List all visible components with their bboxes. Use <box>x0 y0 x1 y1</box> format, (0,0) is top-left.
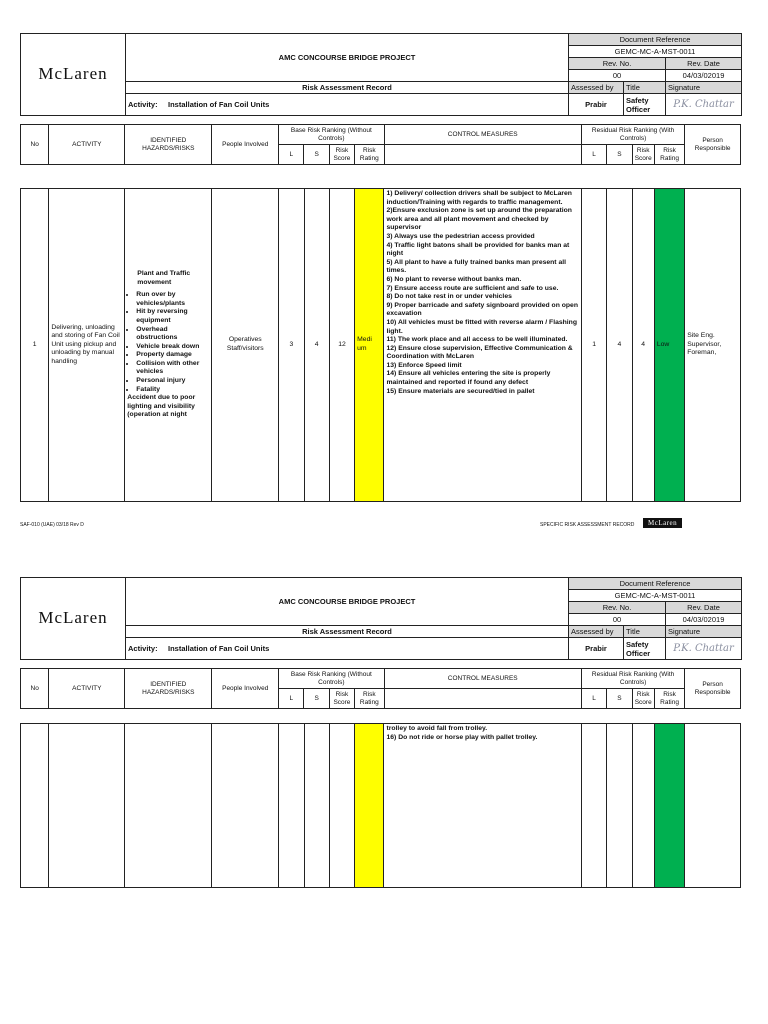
hazard-item: • Run over by vehicles/plants <box>136 291 209 308</box>
measure-item: trolley to avoid fall from trolley. <box>386 725 488 732</box>
table-row <box>21 724 741 888</box>
measure-item: 11) The work place and all access to be well illuminated. <box>386 336 568 344</box>
rev-no-value: 00 <box>569 70 666 82</box>
signature-cell <box>666 94 742 116</box>
hazard-item: • Fatality <box>136 386 209 395</box>
col-res-rating: Risk Rating <box>654 145 684 165</box>
base-score: 12 <box>329 189 354 502</box>
col-base-ranking: Base Risk Ranking (Without Controls) <box>279 669 384 689</box>
measure-item: 4) Traffic light batons shall be provided for banks man at night <box>386 241 570 258</box>
hazard-item: • Overhead obstructions <box>136 326 209 343</box>
doc-ref-label: Document Reference <box>569 34 742 46</box>
measure-item: 1) Delivery/ collection drivers shall be subject to McLaren induction/Training with regards to traffic management. <box>386 190 572 206</box>
activity-line <box>126 94 569 116</box>
assessed-by-label: Assessed by <box>569 82 624 94</box>
assessor-title: Safety Officer <box>624 638 666 660</box>
header-table <box>20 33 742 116</box>
col-base-rating: Risk Rating <box>355 689 384 709</box>
title-label: Title <box>624 626 666 638</box>
measure-item: 3) Always use the pedestrian access provided <box>386 232 535 240</box>
assessor-name: Prabir <box>569 94 624 116</box>
col-res-l: L <box>581 689 606 709</box>
base-score <box>329 724 354 888</box>
row-activity: Delivering, unloading and storing of Fan Coil Unit using pickup and unloading by manual handling <box>49 189 125 502</box>
record-title: Risk Assessment Record <box>126 626 569 638</box>
res-rating <box>654 724 684 888</box>
mclaren-logo: McLaren <box>38 607 108 627</box>
measure-item: 13) Enforce Speed limit <box>386 361 462 369</box>
measure-item: 5) All plant to have a fully trained banks man present all times. <box>386 258 567 275</box>
measure-item: 8) Do not take rest in or under vehicles <box>386 293 512 301</box>
base-rating: Medi um <box>355 189 384 502</box>
base-s: 4 <box>304 189 329 502</box>
risk-table <box>20 188 741 502</box>
res-score: 4 <box>632 189 654 502</box>
assessor-name: Prabir <box>569 638 624 660</box>
control-measures <box>384 189 581 502</box>
signature-label: Signature <box>666 626 742 638</box>
rev-no-label: Rev. No. <box>569 58 666 70</box>
activity-value: Installation of Fan Coil Units <box>168 100 270 109</box>
hazard-item: • Collision with other vehicles <box>136 360 209 377</box>
col-res-score: Risk Score <box>632 145 654 165</box>
col-base-rating: Risk Rating <box>355 145 384 165</box>
table-row <box>21 189 741 502</box>
signature-label: Signature <box>666 82 742 94</box>
col-residual-ranking: Residual Risk Ranking (With Controls) <box>581 669 684 689</box>
risk-table <box>20 723 741 888</box>
measure-item: 12) Ensure close supervision, Effective Communication & Coordination with McLaren <box>386 344 573 361</box>
col-base-ranking: Base Risk Ranking (Without Controls) <box>279 125 384 145</box>
row-people: Operatives Staff/visitors <box>212 189 279 502</box>
col-person: Person Responsible <box>685 125 741 165</box>
hazard-title: Plant and Traffic movement <box>137 269 191 286</box>
project-title: AMC CONCOURSE BRIDGE PROJECT <box>126 34 569 82</box>
doc-ref-label: Document Reference <box>569 578 742 590</box>
hazard-item: • Personal injury <box>136 377 209 386</box>
signature-image: P.K. Chattar <box>673 643 734 654</box>
col-base-s: S <box>304 689 329 709</box>
measure-item: 15) Ensure materials are secured/tied in pallet <box>386 387 535 395</box>
measure-item: 10) All vehicles must be fitted with reverse alarm / Flashing light. <box>386 318 577 335</box>
activity-line <box>126 638 569 660</box>
column-header-table <box>20 668 741 709</box>
col-no: No <box>21 125 49 165</box>
logo-cell <box>21 34 126 116</box>
col-res-s: S <box>607 145 632 165</box>
col-residual-ranking: Residual Risk Ranking (With Controls) <box>581 125 684 145</box>
rev-no-value: 00 <box>569 614 666 626</box>
logo-cell <box>21 578 126 660</box>
col-control: CONTROL MEASURES <box>384 125 581 145</box>
col-res-l: L <box>581 145 606 165</box>
col-no: No <box>21 669 49 709</box>
base-l: 3 <box>279 189 304 502</box>
col-base-s: S <box>304 145 329 165</box>
activity-label: Activity: <box>128 644 158 653</box>
col-people: People Involved <box>212 125 279 165</box>
mclaren-logo: McLaren <box>38 63 108 83</box>
res-score <box>632 724 654 888</box>
signature-image: P.K. Chattar <box>673 99 734 110</box>
col-control: CONTROL MEASURES <box>384 669 581 689</box>
hazard-list <box>127 291 209 394</box>
col-activity: ACTIVITY <box>49 669 125 709</box>
measure-item: 16) Do not ride or horse play with pallet trolley. <box>386 733 538 741</box>
col-res-s: S <box>607 689 632 709</box>
footer-title: SPECIFIC RISK ASSESSMENT RECORD <box>540 522 635 528</box>
res-s: 4 <box>607 189 632 502</box>
col-control-blank <box>384 689 581 709</box>
col-hazards: IDENTIFIED HAZARDS/RISKS <box>125 669 212 709</box>
hazard-tail: Accident due to poor lighting and visibility (operation at night <box>127 394 196 419</box>
title-label: Title <box>624 82 666 94</box>
row-activity <box>49 724 125 888</box>
assessed-by-label: Assessed by <box>569 626 624 638</box>
control-measures <box>384 724 581 888</box>
row-person: Site Eng. Supervisor, Foreman, <box>685 189 741 502</box>
res-rating: Low <box>654 189 684 502</box>
res-l <box>581 724 606 888</box>
measure-item: 14) Ensure all vehicles entering the site is properly maintained and reported if found any defect <box>386 370 551 387</box>
measure-item: 7) Ensure access route are sufficient and safe to use. <box>386 284 559 292</box>
rev-no-label: Rev. No. <box>569 602 666 614</box>
measure-item: 9) Proper barricade and safety signboard provided on open excavation <box>386 301 578 318</box>
res-l: 1 <box>581 189 606 502</box>
footer-logo: McLaren <box>643 518 682 528</box>
row-hazards <box>125 724 212 888</box>
row-people <box>212 724 279 888</box>
page-2 <box>0 544 768 1024</box>
doc-ref-value: GEMC-MC-A-MST-0011 <box>569 46 742 58</box>
rev-date-value: 04/03/02019 <box>666 70 742 82</box>
header-table <box>20 577 742 660</box>
base-s <box>304 724 329 888</box>
activity-label: Activity: <box>128 100 158 109</box>
hazard-item: • Property damage <box>136 351 209 360</box>
col-base-l: L <box>279 145 304 165</box>
rev-date-value: 04/03/02019 <box>666 614 742 626</box>
res-s <box>607 724 632 888</box>
hazard-item: • Hit by reversing equipment <box>136 308 209 325</box>
hazard-item: • Vehicle break down <box>136 343 209 352</box>
col-people: People Involved <box>212 669 279 709</box>
col-res-rating: Risk Rating <box>654 689 684 709</box>
assessor-title: Safety Officer <box>624 94 666 116</box>
col-base-score: Risk Score <box>329 689 354 709</box>
col-res-score: Risk Score <box>632 689 654 709</box>
rev-date-label: Rev. Date <box>666 58 742 70</box>
base-l <box>279 724 304 888</box>
col-base-score: Risk Score <box>329 145 354 165</box>
col-hazards: IDENTIFIED HAZARDS/RISKS <box>125 125 212 165</box>
col-base-l: L <box>279 689 304 709</box>
base-rating <box>355 724 384 888</box>
footer-code: SAF-010 (UAE) 03/18 Rev D <box>20 522 84 528</box>
row-no: 1 <box>21 189 49 502</box>
project-title: AMC CONCOURSE BRIDGE PROJECT <box>126 578 569 626</box>
rev-date-label: Rev. Date <box>666 602 742 614</box>
column-header-table <box>20 124 741 165</box>
row-person <box>685 724 741 888</box>
doc-ref-value: GEMC-MC-A-MST-0011 <box>569 590 742 602</box>
record-title: Risk Assessment Record <box>126 82 569 94</box>
row-no <box>21 724 49 888</box>
col-activity: ACTIVITY <box>49 125 125 165</box>
col-person: Person Responsible <box>685 669 741 709</box>
measure-item: 6) No plant to reverse without banks man. <box>386 275 522 283</box>
signature-cell <box>666 638 742 660</box>
measure-item: 2)Ensure exclusion zone is set up around the preparation work area and all plant movement and checked by supervisor <box>386 207 572 232</box>
row-hazards <box>125 189 212 502</box>
activity-value: Installation of Fan Coil Units <box>168 644 270 653</box>
col-control-blank <box>384 145 581 165</box>
